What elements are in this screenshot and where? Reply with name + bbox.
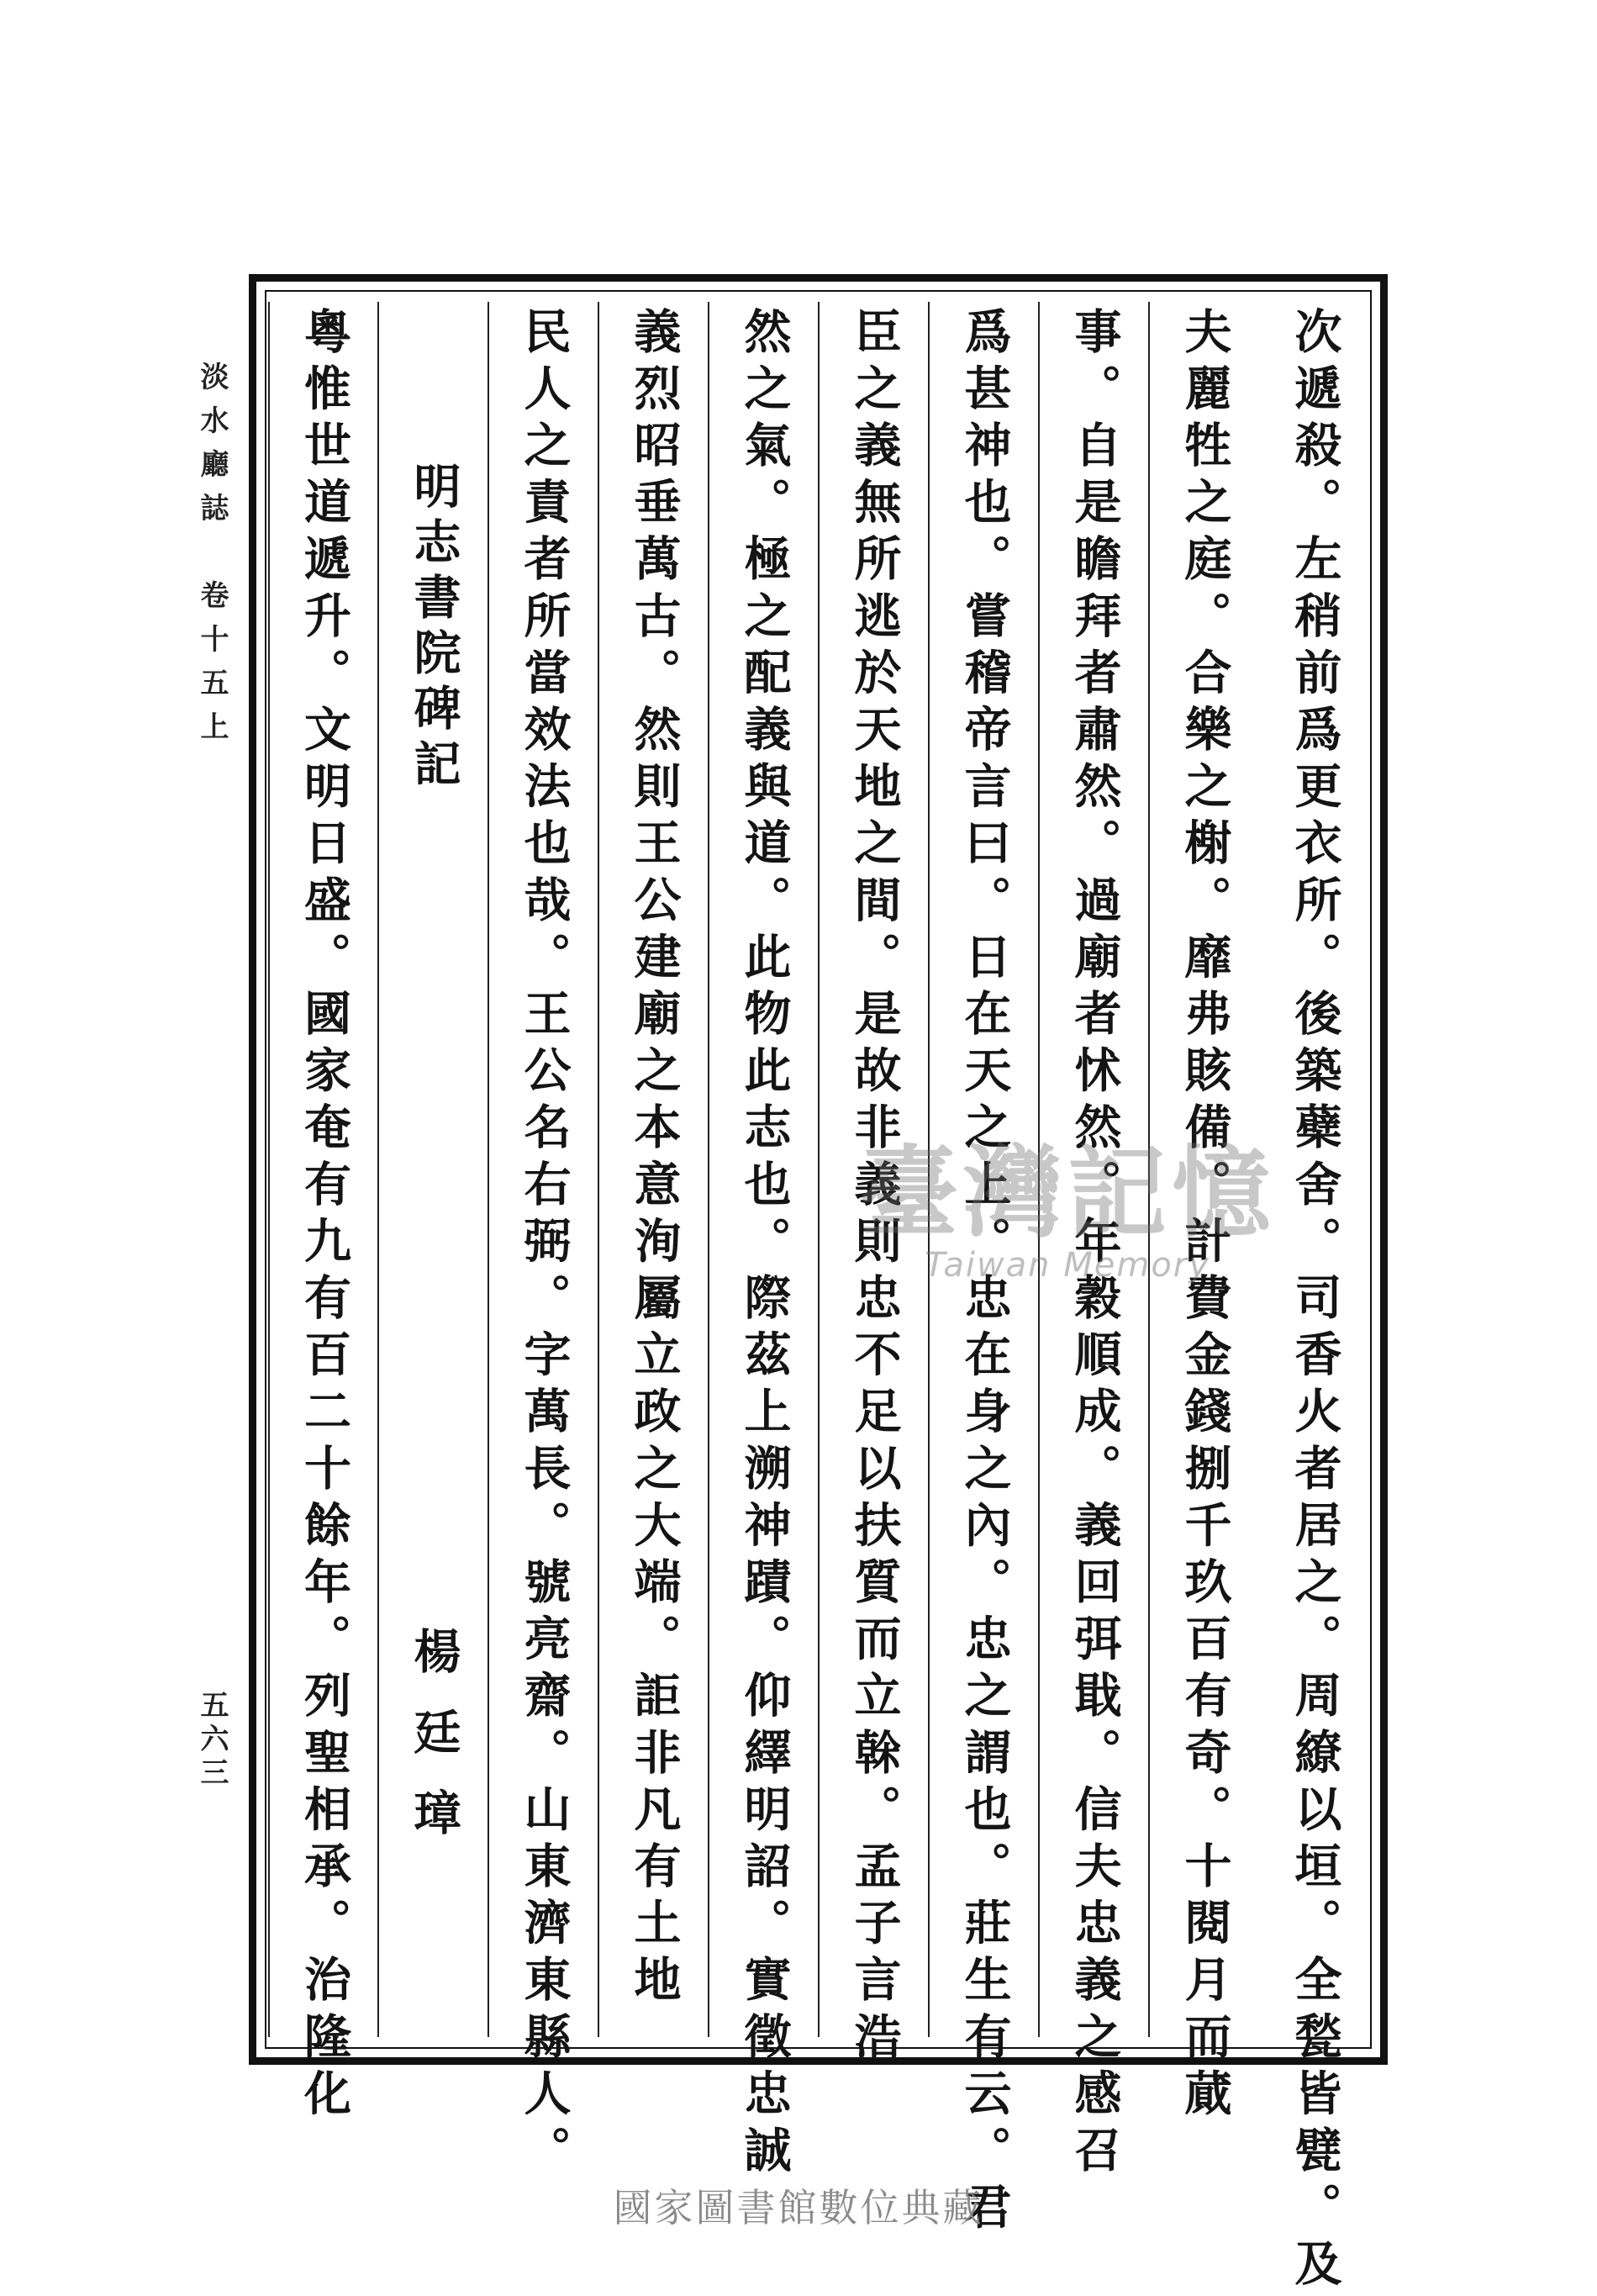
essay-title: 明志書院碑記: [406, 462, 462, 794]
essay-author: 楊廷璋: [406, 1627, 462, 1869]
watermark-english: Taiwan Memory: [925, 1246, 1210, 1285]
text-column-1: [1260, 302, 1370, 2296]
text-column-7: [598, 302, 709, 2037]
running-head: 淡水廳誌 卷十五上: [195, 362, 229, 755]
text-column-6: [708, 302, 820, 2183]
page-number: 五六三: [195, 1690, 229, 1791]
text-column-4: [928, 302, 1040, 2240]
column-text: 然之氣。極之配義與道。此物此志也。際茲上溯神蹟。仰繹明詔。實徵忠誠: [736, 307, 793, 2183]
column-text: 爲甚神也。嘗稽帝言曰。日在天之上。忠在身之內。忠之謂也。莊生有云。君: [957, 307, 1013, 2240]
column-text: 夫麗牲之庭。合樂之榭。靡弗賅備。計費金錢捌千玖百有奇。十閱月而蕆: [1177, 307, 1233, 2126]
column-text: 次遞殺。左稍前爲更衣所。後築蘗舍。司香火者居之。周繚以垣。全甃皆甓。及: [1287, 307, 1343, 2296]
column-text: 臣之義無所逃於天地之間。是故非義則忠不足以扶質而立榦。孟子言浩: [846, 307, 903, 2069]
column-text: 粵惟世道遞升。文明日盛。國家奄有九有百二十餘年。列聖相承。治隆化: [297, 307, 352, 2126]
column-text: 民人之責者所當效法也哉。王公名右弼。字萬長。號亮齋。山東濟東縣人。: [516, 307, 572, 2183]
text-column-8: [488, 302, 599, 2183]
footer-credit: 國家圖書館數位典藏: [613, 2185, 984, 2230]
text-column-2: [1148, 302, 1260, 2126]
text-column-10: [268, 302, 379, 2126]
text-column-3: [1038, 302, 1150, 2183]
column-text: 事。自是瞻拜者肅然。過廟者怵然。年穀順成。義回弭戢。信夫忠義之感召: [1067, 307, 1123, 2183]
column-text: 義烈昭垂萬古。然則王公建廟之本意洵屬立政之大端。詎非凡有土地: [626, 307, 683, 2012]
essay-title-column: [377, 302, 489, 2037]
watermark-chinese: 臺灣記憶: [858, 1134, 1276, 1251]
text-column-5: [818, 302, 930, 2069]
